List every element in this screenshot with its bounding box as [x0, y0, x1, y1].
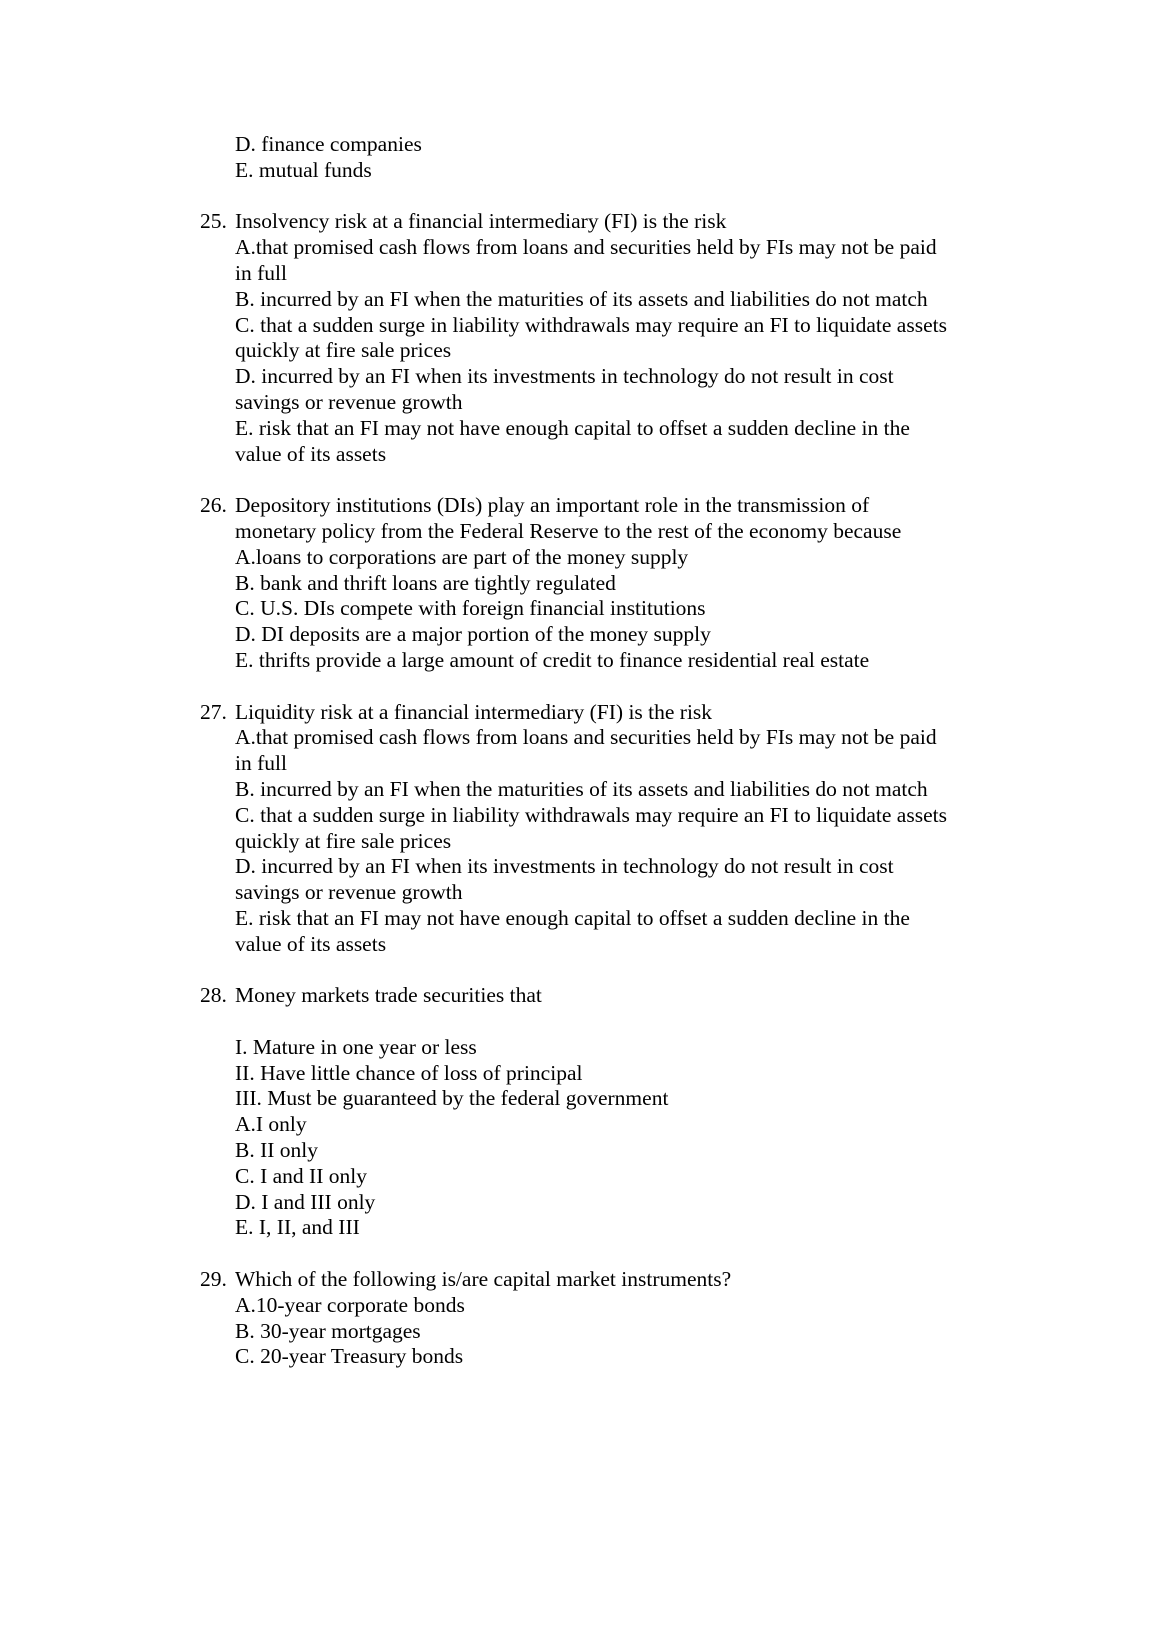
option-a: A.I only — [235, 1112, 307, 1137]
question-stem: Money markets trade securities that — [235, 983, 542, 1008]
question-29 — [0, 1267, 947, 1370]
option-c: C. that a sudden surge in liability withdrawals may require an FI to liquidate assets quickly at fire sale prices — [235, 312, 947, 363]
question-stem: Insolvency risk at a financial intermediary (FI) is the risk — [235, 209, 727, 234]
question-27 — [0, 700, 947, 958]
question-stem: Liquidity risk at a financial intermediary (FI) is the risk — [235, 699, 713, 724]
option-c: C. I and II only — [235, 1163, 367, 1188]
question-number: 28. — [200, 983, 227, 1008]
option-d: D. incurred by an FI when its investments in technology do not result in cost savings or revenue growth — [235, 364, 894, 414]
option-c: C. U.S. DIs compete with foreign financial institutions — [235, 596, 706, 621]
statement-iii: III. Must be guaranteed by the federal government — [235, 1086, 669, 1111]
question-number: 26. — [200, 493, 227, 518]
option-d: D. incurred by an FI when its investments in technology do not result in cost savings or revenue growth — [235, 854, 894, 905]
document-page — [0, 132, 1159, 1396]
option-b: B. incurred by an FI when the maturities of its assets and liabilities do not match — [235, 286, 928, 311]
option-e: E. thrifts provide a large amount of credit to finance residential real estate — [235, 647, 870, 672]
option-a: A.10-year corporate bonds — [235, 1292, 465, 1317]
question-number: 29. — [200, 1267, 227, 1292]
spacer — [235, 1009, 947, 1035]
option-d: D. finance companies — [235, 132, 422, 156]
question-number: 25. — [200, 209, 227, 234]
question-number: 27. — [200, 699, 227, 724]
option-b: B. II only — [235, 1138, 319, 1163]
option-c: C. that a sudden surge in liability withdrawals may require an FI to liquidate assets quickly at fire sale prices — [235, 802, 947, 853]
question-24-continuation — [0, 132, 947, 184]
option-a: A.that promised cash flows from loans and securities held by FIs may not be paid in full — [235, 235, 937, 285]
option-e: E. risk that an FI may not have enough capital to offset a sudden decline in the value of its assets — [235, 415, 910, 466]
option-e: E. mutual funds — [235, 157, 372, 182]
question-25 — [0, 209, 947, 467]
option-b: B. bank and thrift loans are tightly regulated — [235, 570, 616, 595]
option-a: A.loans to corporations are part of the money supply — [235, 544, 689, 569]
option-e: E. I, II, and III — [235, 1215, 360, 1240]
statement-i: I. Mature in one year or less — [235, 1034, 477, 1059]
option-c: C. 20-year Treasury bonds — [235, 1344, 464, 1369]
option-d: D. I and III only — [235, 1189, 376, 1214]
option-d: D. DI deposits are a major portion of the money supply — [235, 622, 711, 647]
statement-ii: II. Have little chance of loss of principal — [235, 1060, 583, 1085]
question-26 — [0, 493, 947, 674]
question-stem: Depository institutions (DIs) play an important role in the transmission of monetary policy from the Federal Reserve to the rest of the economy because — [235, 493, 902, 543]
question-stem: Which of the following is/are capital market instruments? — [235, 1267, 732, 1292]
option-a: A.that promised cash flows from loans and securities held by FIs may not be paid in full — [235, 725, 937, 776]
option-b: B. 30-year mortgages — [235, 1318, 421, 1343]
option-e: E. risk that an FI may not have enough capital to offset a sudden decline in the value of its assets — [235, 905, 910, 956]
question-28 — [0, 983, 947, 1241]
option-b: B. incurred by an FI when the maturities of its assets and liabilities do not match — [235, 776, 928, 801]
